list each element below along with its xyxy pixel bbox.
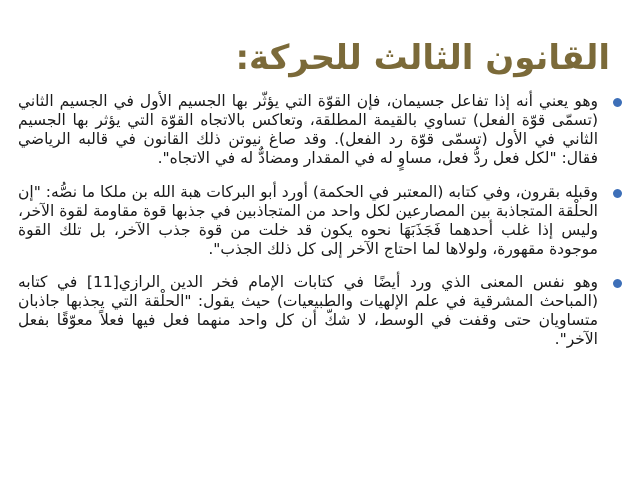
bullet-dot-icon xyxy=(613,189,622,198)
bullet-text: وقبله بقرون، وفي كتابه (المعتبر في الحكمة) أورد أبو البركات هبة الله بن ملكا ما نصُّه: "إن الحلْقة المتجاذبة بين المصارعين لكل واحد من المتجاذبين في جذبها قوة مقاومة لقوة الآخر، وليس إذا غلب أحدهما فَجَذَبَهَا نحوه يكون قد خلت من قوة جذب الآخر، بل تلك القوة موجودة مقهورة، ولولاها لما احتاج الآخر إلى كل ذلك الجذب". xyxy=(18,183,598,258)
bullet-dot-icon xyxy=(613,98,622,107)
slide-title: القانون الثالث للحركة: xyxy=(235,38,610,78)
bullet-text: وهو نفس المعنى الذي ورد أيضًا في كتابات الإمام فخر الدين الرازي[11] في كتابه (المباحث المشرقية في علم الإلهيات والطبيعيات) حيث يقول: "الحلْقة التي يجذبها جاذبان متساويان حتى وقفت في الوسط، لا شكّ أن كل واحد منهما فعل فيها فعلاً معوّقًا بفعل الآخر". xyxy=(18,273,598,348)
bullet-item xyxy=(18,273,624,349)
bullet-item xyxy=(18,183,624,259)
bullet-item xyxy=(18,92,624,168)
bullet-text: وهو يعني أنه إذا تفاعل جسيمان، فإن القوّة التي يؤثّر بها الجسيم الأول في الجسيم الثاني (تسمّى قوّة الفعل) تساوي بالقيمة المطلقة، وتعاكس بالاتجاه القوّة التي يؤثر بها الجسيم الثاني في الأول (تسمّى قوّة رد الفعل). وقد صاغ نيوتن ذلك القانون في قالبه الرياضي فقال: "لكل فعل ردُّ فعل، مساوٍ له في المقدار ومضادٌّ له في الاتجاه". xyxy=(18,92,598,167)
bullet-list xyxy=(18,92,624,364)
bullet-dot-icon xyxy=(613,279,622,288)
